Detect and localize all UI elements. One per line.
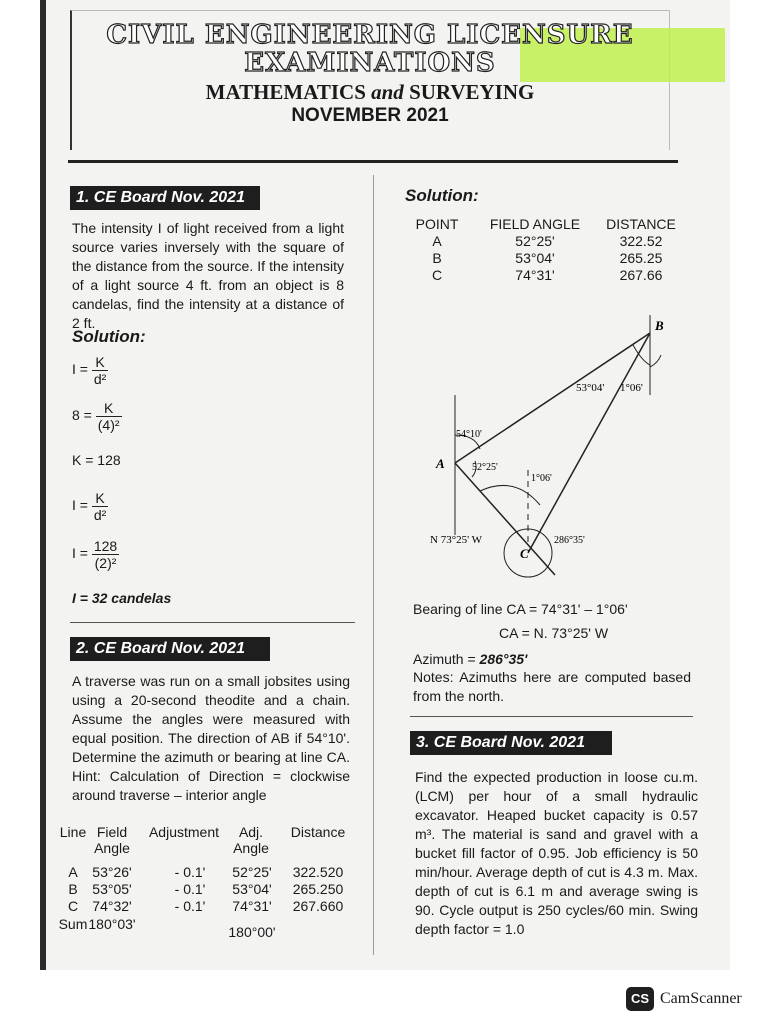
row-c-dist: 267.660 [292,898,344,914]
problem1-answer: I = 32 candelas [72,590,172,606]
equation-4: I = $\frac{K}{\text{d²}}$ [72,490,107,523]
solution2-table [405,216,695,288]
header-rule [68,160,678,163]
column-divider [373,175,374,955]
label-c: C [520,546,529,561]
sol-row-a-point: A [432,233,442,249]
problem1-solution-label: Solution: [72,327,146,346]
angle-arc-b2 [650,355,661,367]
header-title-line1: CIVIL ENGINEERING LICENSURE [106,20,634,50]
row-b-field: 53°05' [92,881,132,897]
row-b-adjangle: 53°04' [232,881,272,897]
divider-p2 [410,716,693,717]
divider-p1 [70,622,355,623]
row-sum-adj: 180°00' [228,924,276,940]
problem3-text: Find the expected production in loose cu.m. (LCM) per hour of a small hydraulic excavator. Heaped bucket capacity is 0.57 m³. The material is sand and gravel with a bucket fill factor of 0.95. Job efficiency is 50 min/hour. Average depth of cut is 4.3 m. Max. depth of cut is 6.1 m and average swing is 90. Cycle output is 250 cycles/60 min. Swing depth factor = 1.0 [415,769,698,937]
label-b: B [655,318,664,333]
sol-row-a-dist: 322.52 [619,233,663,249]
angle-b1-label: 53°04' [576,382,605,394]
header-date: NOVEMBER 2021 [291,105,449,126]
sol-row-c-dist: 267.66 [619,267,663,283]
row-a-adjangle: 52°25' [232,864,272,880]
bearing-line: Bearing of line CA = 74°31' – 1°06' [413,601,628,617]
th-distance: Distance [290,824,346,840]
row-a-dist: 322.520 [292,864,344,880]
angle-c1-label: 1°06' [531,473,552,484]
traverse-diagram [420,305,690,590]
solution2-notes: Notes: Azimuths here are computed based from the north. [413,669,691,704]
sol-th-point: POINT [415,216,459,232]
sol-row-b-point: B [432,250,442,266]
problem2-text: A traverse was run on a small jobsites using using a 20-second theodite and a chain. Assume the angles were measured with equal position. The direction of AB if 54°10'. Determine the azimuth or bearing at line CA. Hint: Calculation of Direction = clockwise around traverse – interior angle [72,673,350,803]
row-c-adj: - 0.1' [174,898,206,914]
row-c-field: 74°32' [92,898,132,914]
equation-2: 8 = $\frac{K}{\text{(4)²}}$ [72,400,120,433]
sol-th-field-angle: FIELD ANGLE [489,216,581,232]
azimuth-line: Azimuth = 286°35' [413,651,528,667]
row-a-adj: - 0.1' [174,864,206,880]
angle-a1-label: 54°10' [456,429,482,440]
row-a-field: 53°26' [92,864,132,880]
th-line: Line [59,824,87,840]
book-spine [40,0,46,970]
problem2-badge: 2. CE Board Nov. 2021 [70,637,270,661]
equation-1: I = $\frac{K}{\text{d²}}$ [72,354,107,387]
equation-5: I = $\frac{128}{\text{(2)²}}$ [72,538,118,571]
angle-b2-label: 1°06' [620,382,643,394]
azimuth-label: 286°35' [554,535,585,546]
label-a: A [436,456,445,471]
line-bc [528,333,650,553]
solution2-label: Solution: [405,186,479,205]
header-title-line2: EXAMINATIONS [244,48,496,78]
row-c-adjangle: 74°31' [232,898,272,914]
th-adj-angle: Adj. Angle [233,824,269,856]
sol-row-b-dist: 265.25 [619,250,663,266]
th-adjustment: Adjustment [148,824,220,840]
row-b-adj: - 0.1' [174,881,206,897]
line-ab [455,333,650,463]
angle-a2-label: 52°25' [472,462,498,473]
row-b-line: B [68,881,78,897]
camscanner-logo-icon: CS [626,987,654,1011]
traverse-table [55,824,355,939]
sol-row-a-angle: 52°25' [515,233,555,249]
row-b-dist: 265.250 [292,881,344,897]
problem1-badge: 1. CE Board Nov. 2021 [70,186,260,210]
row-sum-label: Sum [58,916,88,932]
equation-3: K = 128 [72,452,121,468]
sol-row-c-angle: 74°31' [515,267,555,283]
th-field-angle: Field Angle [94,824,130,856]
problem3-badge: 3. CE Board Nov. 2021 [410,731,612,755]
sol-th-distance: DISTANCE [606,216,676,232]
row-sum-field: 180°03' [88,916,136,932]
header-subject: MATHEMATICS and SURVEYING [205,80,535,104]
row-c-line: C [67,898,79,914]
bearing-result: CA = N. 73°25' W [499,625,609,641]
sol-row-c-point: C [431,267,443,283]
row-a-line: A [68,864,78,880]
bearing-label: N 73°25' W [430,534,483,546]
problem1-text: The intensity I of light received from a light source varies inversely with the square of the distance from the source. If the intensity of a light source 4 ft. from an object is 8 candelas, find the intensity at a distance of 2 ft. [72,220,344,331]
camscanner-label: CamScanner [660,990,742,1007]
sol-row-b-angle: 53°04' [515,250,555,266]
